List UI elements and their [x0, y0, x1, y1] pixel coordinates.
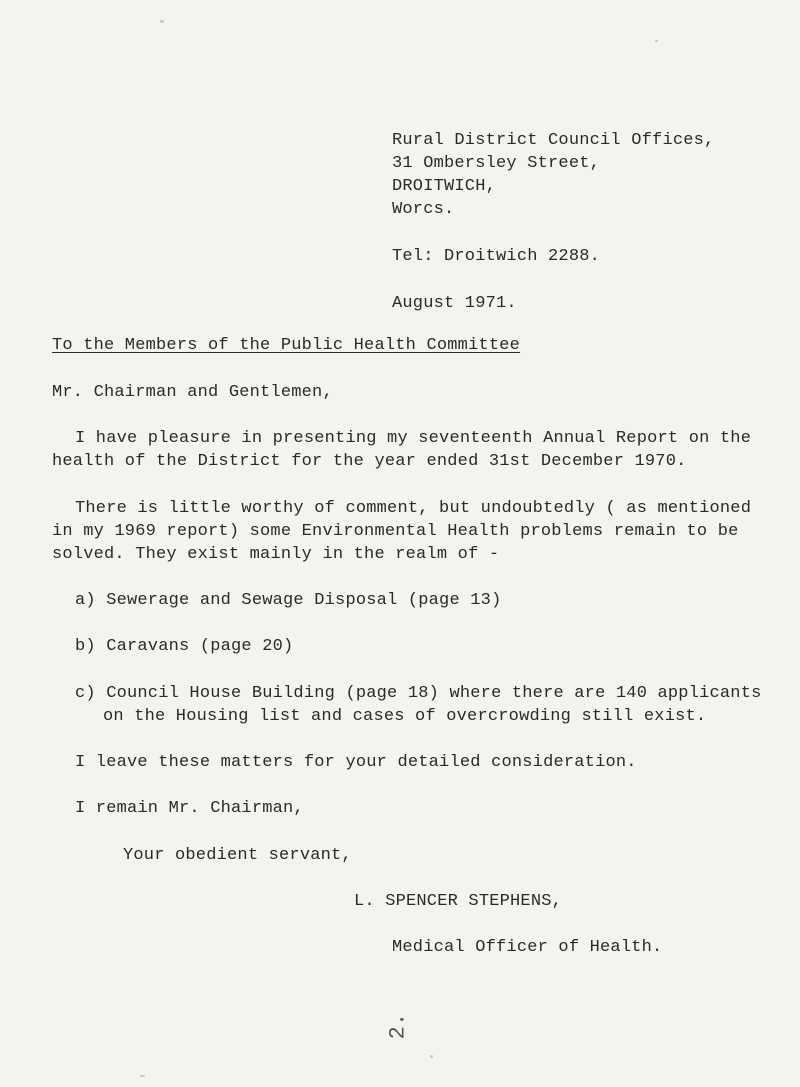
paragraph-2-line-3: solved. They exist mainly in the realm of -	[52, 545, 500, 564]
scan-speck	[140, 1075, 145, 1077]
letter-date: August 1971.	[392, 294, 517, 313]
telephone: Tel: Droitwich 2288.	[392, 247, 601, 266]
scan-speck	[160, 20, 164, 23]
closing-servant: Your obedient servant,	[123, 846, 352, 865]
signatory-name: L. SPENCER STEPHENS,	[354, 892, 563, 911]
scan-speck	[655, 40, 658, 42]
paragraph-2-line-2: in my 1969 report) some Environmental Health problems remain to be	[52, 522, 739, 541]
addressee: To the Members of the Public Health Committee	[52, 336, 521, 355]
scan-speck	[430, 1055, 433, 1058]
address-line-4: Worcs.	[392, 200, 455, 219]
closing-remain: I remain Mr. Chairman,	[75, 799, 304, 818]
signatory-title: Medical Officer of Health.	[392, 938, 663, 957]
paragraph-1-line-2: health of the District for the year ended 31st December 1970.	[52, 452, 687, 471]
closing-leave: I leave these matters for your detailed consideration.	[75, 753, 637, 772]
address-line-3: DROITWICH,	[392, 177, 497, 196]
greeting: Mr. Chairman and Gentlemen,	[52, 383, 333, 402]
address-line-1: Rural District Council Offices,	[392, 131, 715, 150]
page-number: 2.	[385, 1012, 411, 1040]
item-a: a) Sewerage and Sewage Disposal (page 13)	[75, 591, 502, 610]
item-b: b) Caravans (page 20)	[75, 637, 294, 656]
item-c-line-1: c) Council House Building (page 18) where there are 140 applicants	[75, 684, 762, 703]
paragraph-2-line-1: There is little worthy of comment, but undoubtedly ( as mentioned	[75, 499, 752, 518]
item-c-line-2: on the Housing list and cases of overcrowding still exist.	[103, 707, 707, 726]
address-line-2: 31 Ombersley Street,	[392, 154, 601, 173]
paragraph-1-line-1: I have pleasure in presenting my seventeenth Annual Report on the	[75, 429, 752, 448]
